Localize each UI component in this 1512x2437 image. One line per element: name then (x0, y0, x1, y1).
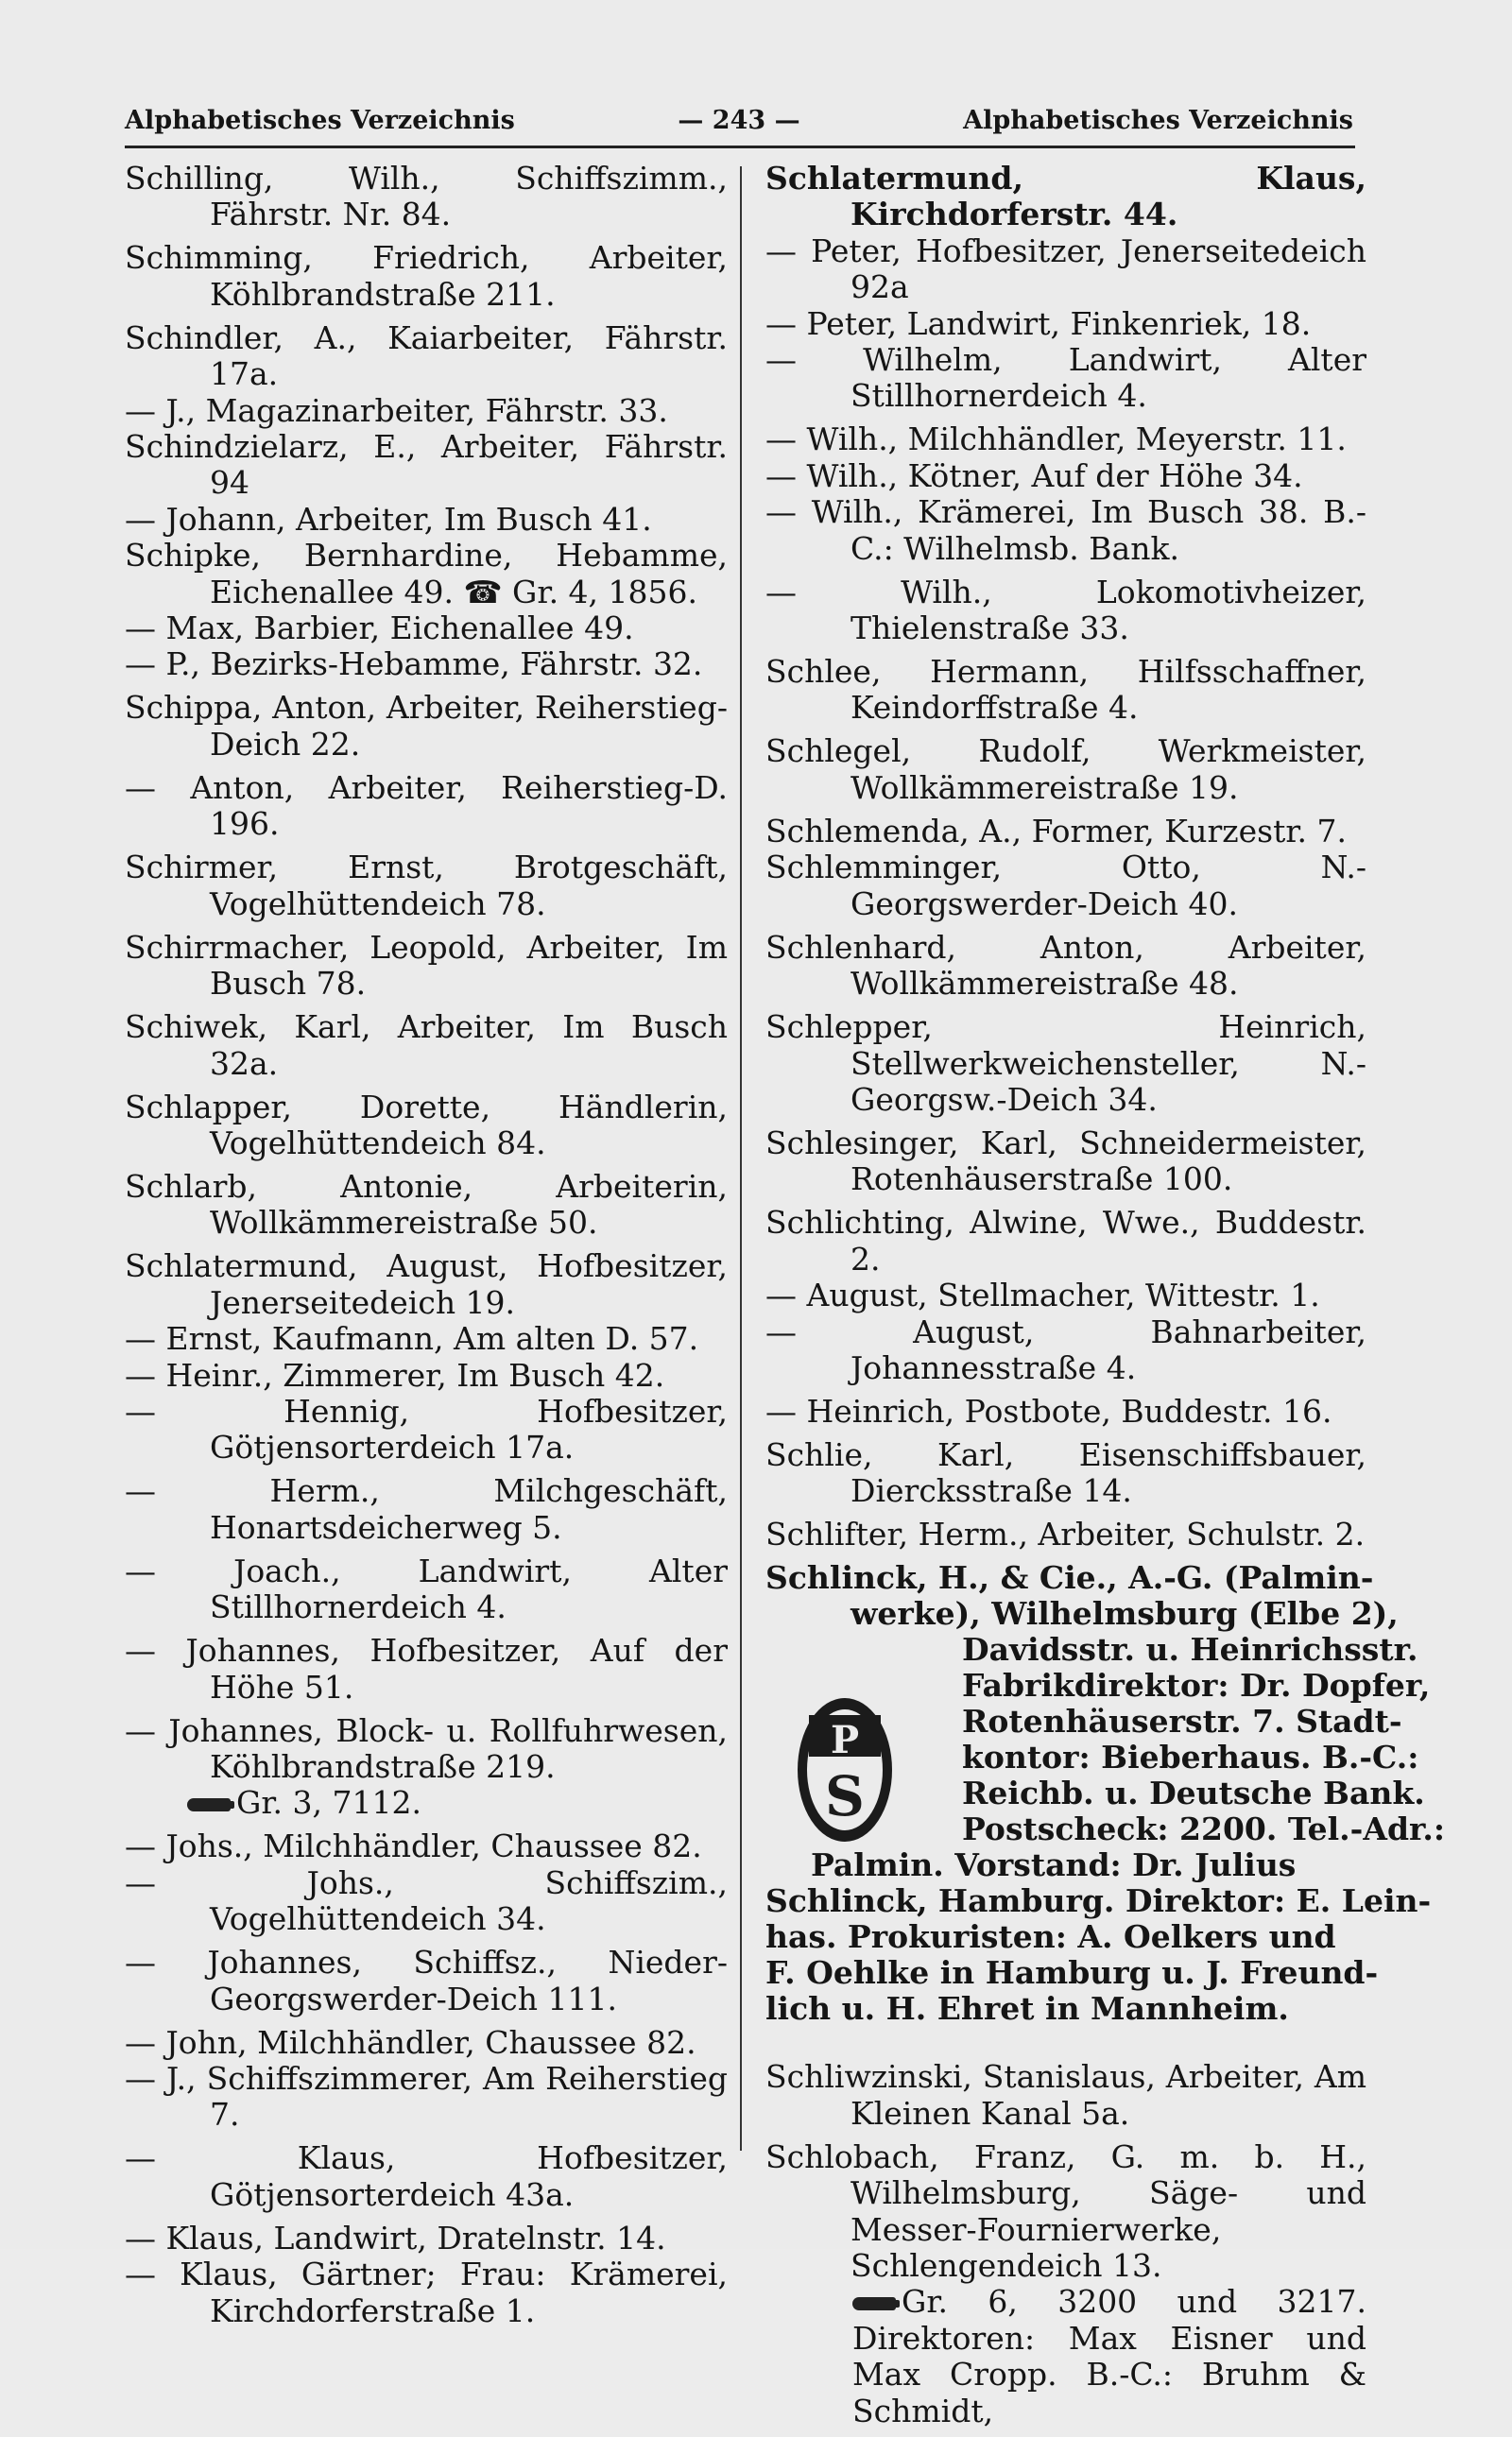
right-column (765, 160, 1446, 2437)
logo-letter-s: S (825, 1764, 865, 1829)
ad-line: has. Prokuristen: A. Oelkers und (765, 1918, 1336, 1956)
palmin-advertisement (765, 1559, 1446, 2028)
palmin-logo-icon (794, 1694, 896, 1845)
header-rule (125, 146, 1355, 148)
directory-entry: — Hennig, Hofbesitzer, Götjensorterdeich 17a. (125, 1392, 728, 1467)
directory-entry: — August, Bahnarbeiter, Johannesstraße 4. (765, 1313, 1366, 1386)
directory-entry: — Johann, Arbeiter, Im Busch 41. (125, 500, 652, 538)
directory-entry: Schirrmacher, Leopold, Arbeiter, Im Busch 78. (125, 928, 728, 1003)
directory-entry: Schimming, Friedrich, Arbeiter, Köhlbrandstraße 211. (125, 239, 728, 313)
directory-entry: — Klaus, Gärtner; Frau: Krämerei, Kirchdorferstraße 1. (125, 2256, 728, 2329)
directory-entry: Schlapper, Dorette, Händlerin, Vogelhüttendeich 84. (125, 1088, 728, 1161)
directory-entry: — Johannes, Hofbesitzer, Auf der Höhe 51. (125, 1632, 728, 1706)
left-column (125, 161, 728, 2329)
directory-entry: Schlatermund, Klaus, Kirchdorferstr. 44. (765, 160, 1366, 233)
directory-entry: — Anton, Arbeiter, Reiherstieg-D. 196. (125, 768, 728, 843)
ad-line: Rotenhäuserstr. 7. Stadt- (962, 1703, 1402, 1741)
ad-line: Davidsstr. u. Heinrichsstr. (962, 1631, 1418, 1669)
directory-entry: Schlie, Karl, Eisenschiffsbauer, Diercksstraße 14. (765, 1435, 1366, 1510)
directory-entry: — J., Magazinarbeiter, Fährstr. 33. (125, 391, 668, 429)
directory-entry: Schiwek, Karl, Arbeiter, Im Busch 32a. (125, 1008, 728, 1082)
directory-entry: Schlichting, Alwine, Wwe., Buddestr. 2. (765, 1204, 1366, 1278)
directory-entry: — Wilh., Milchhändler, Meyerstr. 11. (765, 420, 1347, 458)
ad-line: Fabrikdirektor: Dr. Dopfer, (962, 1667, 1431, 1705)
header-left-title: Alphabetisches Verzeichnis (125, 106, 515, 135)
directory-entry: — Max, Barbier, Eichenallee 49. (125, 609, 634, 647)
directory-entry: Schindler, A., Kaiarbeiter, Fährstr. 17a. (125, 318, 728, 393)
directory-entry: Schlee, Hermann, Hilfsschaffner, Keindorffstraße 4. (765, 653, 1366, 727)
directory-text: Gr. 6, 3200 und 3217. Direktoren: Max Eisner und Max Cropp. B.-C.: Bruhm & Schmidt, (852, 2283, 1366, 2429)
directory-entry: — Ernst, Kaufmann, Am alten D. 57. (125, 1320, 699, 1358)
directory-entry: — Heinr., Zimmerer, Im Busch 42. (125, 1356, 665, 1394)
directory-entry: — Wilh., Kötner, Auf der Höhe 34. (765, 456, 1303, 494)
directory-entry-phone (765, 2284, 1366, 2429)
directory-entry-phone (125, 1785, 728, 1821)
directory-entry: Schipke, Bernhardine, Hebamme, Eichenallee 49. ☎ Gr. 4, 1856. (125, 537, 728, 610)
logo-letter-p: P (830, 1718, 860, 1763)
directory-entry: — Johannes, Block- u. Rollfuhrwesen, Köhlbrandstraße 219. (125, 1711, 728, 1785)
directory-entry: — Wilhelm, Landwirt, Alter Stillhornerdeich 4. (765, 341, 1366, 415)
directory-entry: — August, Stellmacher, Wittestr. 1. (765, 1277, 1320, 1314)
directory-entry: — Johs., Schiffszim., Vogelhüttendeich 34. (125, 1863, 728, 1938)
directory-entry: Schlesinger, Karl, Schneidermeister, Rotenhäuserstraße 100. (765, 1124, 1366, 1198)
ad-line: Palmin. Vorstand: Dr. Julius (811, 1846, 1297, 1884)
telephone-icon (187, 1798, 231, 1811)
directory-entry: Schliwzinski, Stanislaus, Arbeiter, Am Kleinen Kanal 5a. (765, 2058, 1366, 2132)
ad-line: Schlinck, H., & Cie., A.-G. (Palmin- (765, 1559, 1374, 1597)
phone-number: Gr. 3, 7112. (236, 1784, 421, 1822)
directory-entry: Schippa, Anton, Arbeiter, Reiherstieg-Deich 22. (125, 689, 728, 763)
directory-entry: — John, Milchhändler, Chaussee 82. (125, 2023, 696, 2061)
directory-entry: — Peter, Hofbesitzer, Jenerseitedeich 92a (765, 232, 1366, 306)
ad-line: Schlinck, Hamburg. Direktor: E. Lein- (765, 1882, 1432, 1920)
page-header (125, 106, 1353, 140)
directory-entry: Schlegel, Rudolf, Werkmeister, Wollkämmereistraße 19. (765, 732, 1366, 806)
directory-entry: Schlifter, Herm., Arbeiter, Schulstr. 2. (765, 1516, 1366, 1553)
ad-line: werke), Wilhelmsburg (Elbe 2), (850, 1595, 1399, 1633)
directory-entry: — Herm., Milchgeschäft, Honartsdeicherweg 5. (125, 1472, 728, 1546)
directory-entry: Schindzielarz, E., Arbeiter, Fährstr. 94 (125, 428, 728, 502)
directory-entry: Schlenhard, Anton, Arbeiter, Wollkämmereistraße 48. (765, 928, 1366, 1003)
directory-entry: Schlepper, Heinrich, Stellwerkweichensteller, N.-Georgsw.-Deich 34. (765, 1008, 1366, 1118)
directory-entry: — Peter, Landwirt, Finkenriek, 18. (765, 304, 1312, 342)
ad-line: kontor: Bieberhaus. B.-C.: (962, 1739, 1419, 1776)
directory-entry: — J., Schiffszimmerer, Am Reiherstieg 7. (125, 2060, 728, 2134)
directory-entry: — Joach., Landwirt, Alter Stillhornerdeich 4. (125, 1552, 728, 1626)
directory-entry: — Johs., Milchhändler, Chaussee 82. (125, 1828, 702, 1865)
directory-entry: — Wilh., Lokomotivheizer, Thielenstraße 33. (765, 573, 1366, 647)
directory-entry: — Johannes, Schiffsz., Nieder-Georgswerder-Deich 111. (125, 1944, 728, 2017)
directory-entry: Schilling, Wilh., Schiffszimm., Fährstr. Nr. 84. (125, 160, 728, 233)
header-right-title: Alphabetisches Verzeichnis (963, 106, 1353, 135)
directory-entry: Schirmer, Ernst, Brotgeschäft, Vogelhüttendeich 78. (125, 849, 728, 922)
directory-entry: — Heinrich, Postbote, Buddestr. 16. (765, 1392, 1332, 1430)
directory-entry: Schlatermund, August, Hofbesitzer, Jenerseitedeich 19. (125, 1247, 728, 1321)
ad-line: Reichb. u. Deutsche Bank. (962, 1775, 1425, 1812)
directory-entry: — Wilh., Krämerei, Im Busch 38. B.-C.: Wilhelmsb. Bank. (765, 493, 1366, 567)
directory-entry: — Klaus, Landwirt, Dratelnstr. 14. (125, 2219, 666, 2257)
telephone-icon (852, 2297, 896, 2310)
column-divider (740, 166, 742, 2151)
ad-line: Postscheck: 2200. Tel.-Adr.: (962, 1811, 1446, 1848)
directory-entry: — P., Bezirks-Hebamme, Fährstr. 32. (125, 645, 703, 683)
directory-entry: — Klaus, Hofbesitzer, Götjensorterdeich 43a. (125, 2139, 728, 2213)
page-number: — 243 — (678, 106, 800, 135)
ad-line: lich u. H. Ehret in Mannheim. (765, 1990, 1289, 2028)
directory-entry: Schlemenda, A., Former, Kurzestr. 7. (765, 812, 1347, 850)
directory-entry: Schlarb, Antonie, Arbeiterin, Wollkämmereistraße 50. (125, 1167, 728, 1242)
ad-line: F. Oehlke in Hamburg u. J. Freund- (765, 1954, 1379, 1992)
directory-entry: Schlemminger, Otto, N.-Georgswerder-Deich 40. (765, 849, 1366, 922)
directory-entry: Schlobach, Franz, G. m. b. H., Wilhelmsburg, Säge- und Messer-Fournierwerke, Schlengendeich 13. (765, 2137, 1366, 2284)
